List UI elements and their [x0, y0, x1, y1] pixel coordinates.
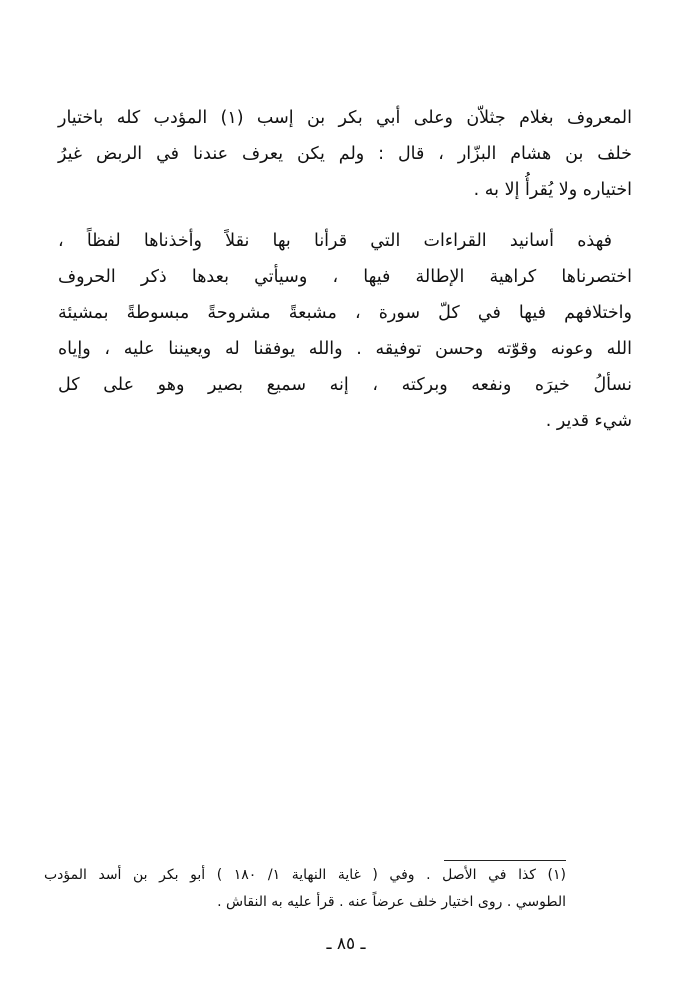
text-line: المعروف بغلام جثلاّن وعلى أبي بكر بن إسب (١) المؤدب كله باختيار	[58, 108, 632, 128]
text-line: واختلافهم فيها في كلّ سورة ، مشبعةً مشروحةً مبسوطةً بمشيئة	[58, 303, 632, 323]
text-line: اختياره ولا يُقرأُ إلا به .	[473, 180, 632, 200]
text-line: خلف بن هشام البزّار ، قال : ولم يكن يعرف عندنا في الربض غيرُ	[58, 144, 632, 164]
text-line: اختصرناها كراهية الإطالة فيها ، وسيأتي بعدها ذكر الحروف	[58, 267, 632, 287]
paragraph-1	[58, 100, 632, 208]
text-line: فهذه أسانيد القراءات التي قرأنا بها نقلاً وأخذناها لفظاً ،	[58, 231, 612, 251]
text-line: نسألُ خيرَه ونفعه وبركته ، إنه سميع بصير وهو على كل	[58, 375, 632, 395]
footnote-separator	[444, 860, 566, 861]
footnote-line: (١) كذا في الأصل . وفي ( غاية النهاية ١/ ١٨٠ ) أبو بكر بن أسد المؤدب	[44, 867, 567, 883]
footnote-line: الطوسي . روى اختيار خلف عرضاً عنه . قرأ عليه به النقاش .	[217, 894, 566, 910]
page-number: ـ ٨٥ ـ	[326, 934, 366, 954]
footnotes	[44, 862, 566, 916]
text-line: شيء قدير .	[545, 411, 632, 431]
text-line: الله وعونه وقوّته وحسن توفيقه . والله يوفقنا له ويعيننا عليه ، وإياه	[58, 339, 632, 359]
paragraph-2	[58, 223, 632, 439]
